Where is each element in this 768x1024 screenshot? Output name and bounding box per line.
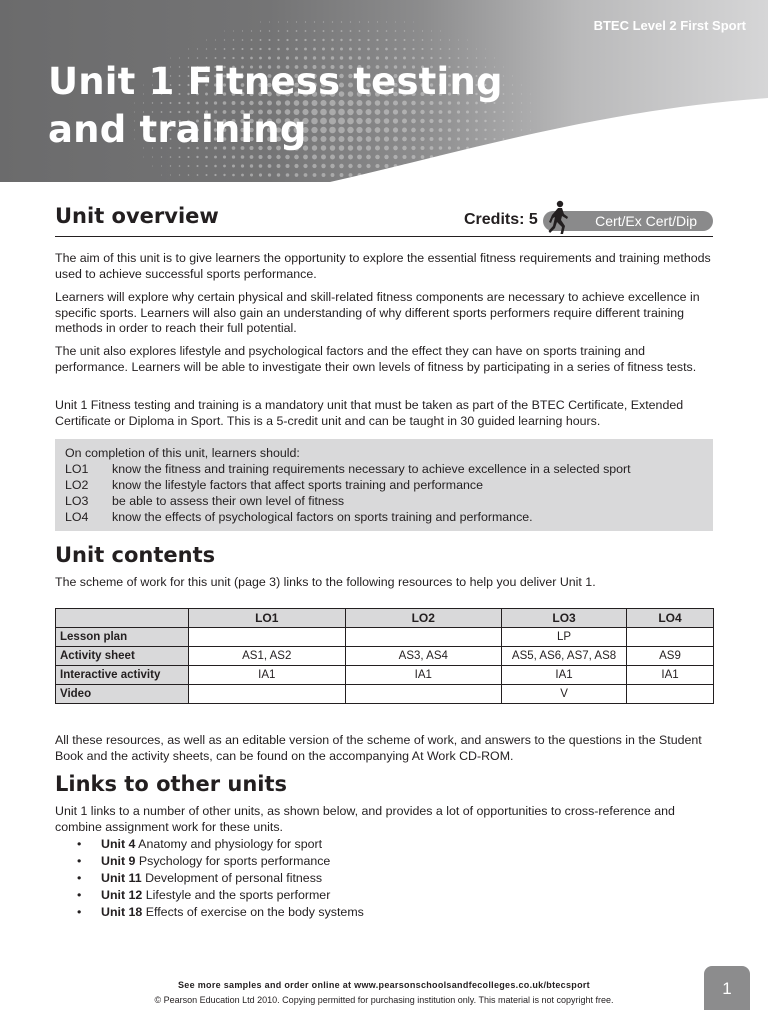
unit-number: Unit 4: [101, 837, 136, 851]
qualification-text: Cert/Ex Cert/Dip: [595, 213, 697, 229]
table-row: [56, 647, 714, 666]
unit-title: Lifestyle and the sports performer: [142, 888, 331, 902]
outcome-text: know the lifestyle factors that affect sports training and performance: [112, 478, 483, 492]
runner-icon: [546, 200, 572, 236]
unit-title: Effects of exercise on the body systems: [142, 905, 364, 919]
learning-outcome: [65, 477, 703, 493]
resources-table: [55, 608, 714, 704]
outcome-code: LO4: [65, 510, 89, 524]
table-cell: AS1, AS2: [189, 647, 346, 666]
table-cell: IA1: [189, 666, 346, 685]
links-intro: Unit 1 links to a number of other units, as shown below, and provides a lot of opportunities to cross-reference and combine assignment work for these units.: [55, 804, 675, 834]
unit-number: Unit 12: [101, 888, 143, 902]
learning-outcome: [65, 509, 703, 525]
bullet: •: [77, 871, 82, 885]
bullet: •: [77, 905, 82, 919]
unit-number: Unit 9: [101, 854, 136, 868]
table-header-cell: LO3: [502, 609, 627, 628]
page-title: [48, 58, 503, 154]
learning-outcomes-box: [55, 439, 713, 531]
table-cell: AS3, AS4: [345, 647, 502, 666]
outcome-code: LO3: [65, 494, 89, 508]
footer-order-line: See more samples and order online at www.pearsonschoolsandfecolleges.co.uk/btecsport: [178, 980, 590, 990]
learning-outcome: [65, 461, 703, 477]
table-header-row: [56, 609, 714, 628]
unit-title: Anatomy and physiology for sport: [135, 837, 323, 851]
bullet: •: [77, 837, 82, 851]
table-cell: AS9: [627, 647, 714, 666]
unit-number: Unit 11: [101, 871, 142, 885]
table-cell: [345, 685, 502, 704]
table-row: [56, 628, 714, 647]
linked-units-list: [55, 836, 364, 921]
table-header-cell: LO4: [627, 609, 714, 628]
overview-heading: Unit overview: [55, 204, 219, 228]
overview-paragraph-4: Unit 1 Fitness testing and training is a mandatory unit that must be taken as part of the BTEC Certificate, Extended Certificate or Diploma in Sport. This is a 5-credit unit and can be taught in 30 guided learning hours.: [55, 398, 684, 428]
table-cell: V: [502, 685, 627, 704]
title-line-1: Unit 1 Fitness testing: [48, 60, 503, 103]
unit-title: Development of personal fitness: [141, 871, 323, 885]
row-label: Video: [56, 685, 189, 704]
learning-outcome: [65, 493, 703, 509]
outcome-code: LO2: [65, 478, 89, 492]
table-cell: IA1: [345, 666, 502, 685]
credits-label: Credits: 5: [464, 211, 538, 228]
row-label: Lesson plan: [56, 628, 189, 647]
outcome-text: be able to assess their own level of fitness: [112, 494, 345, 508]
table-cell: [345, 628, 502, 647]
bullet: •: [77, 888, 82, 902]
overview-paragraph-2: Learners will explore why certain physical and skill-related fitness components are necessary to achieve excellence in specific sports. Learners will also gain an understanding of why different sports performers require different training methods in order to reach their full potential.: [55, 290, 700, 336]
table-row: [56, 666, 714, 685]
overview-paragraph-3: The unit also explores lifestyle and psychological factors and the effect they can have on sports training and performance. Learners will be able to investigate their own levels of fitness by participating in a series of fitness tests.: [55, 344, 697, 374]
table-row: [56, 685, 714, 704]
table-header-cell: LO1: [189, 609, 346, 628]
table-cell: [627, 628, 714, 647]
row-label: Activity sheet: [56, 647, 189, 666]
series-label: BTEC Level 2 First Sport: [593, 18, 746, 33]
table-cell: [189, 628, 346, 647]
list-item: [55, 836, 364, 853]
unit-number: Unit 18: [101, 905, 143, 919]
table-cell: IA1: [502, 666, 627, 685]
table-cell: AS5, AS6, AS7, AS8: [502, 647, 627, 666]
list-item: [55, 904, 364, 921]
title-line-2: and training: [48, 108, 307, 151]
list-item: [55, 853, 364, 870]
row-label: Interactive activity: [56, 666, 189, 685]
outcome-text: know the effects of psychological factors on sports training and performance.: [112, 510, 533, 524]
unit-title: Psychology for sports performance: [135, 854, 331, 868]
contents-heading: Unit contents: [55, 543, 216, 567]
page-number: 1: [704, 966, 750, 1010]
outcomes-intro: On completion of this unit, learners should:: [65, 446, 300, 460]
footer-copyright: © Pearson Education Ltd 2010. Copying permitted for purchasing institution only. This material is not copyright free.: [154, 995, 614, 1005]
overview-paragraph-1: The aim of this unit is to give learners the opportunity to explore the essential fitness requirements and training methods used to achieve successful sports performance.: [55, 251, 711, 281]
table-cell: LP: [502, 628, 627, 647]
table-cell: [627, 685, 714, 704]
list-item: [55, 887, 364, 904]
outcome-text: know the fitness and training requirements necessary to achieve excellence in a selected sport: [112, 462, 631, 476]
contents-intro: The scheme of work for this unit (page 3) links to the following resources to help you deliver Unit 1.: [55, 575, 596, 589]
list-item: [55, 870, 364, 887]
bullet: •: [77, 854, 82, 868]
table-header-cell: [56, 609, 189, 628]
table-header-cell: LO2: [345, 609, 502, 628]
links-heading: Links to other units: [55, 772, 288, 796]
table-cell: [189, 685, 346, 704]
overview-heading-row: [55, 200, 713, 237]
outcome-code: LO1: [65, 462, 89, 476]
contents-after: All these resources, as well as an editable version of the scheme of work, and answers to the questions in the Student Book and the activity sheets, can be found on the accompanying At Work CD-ROM.: [55, 733, 702, 763]
header-banner: [0, 0, 768, 182]
table-cell: IA1: [627, 666, 714, 685]
